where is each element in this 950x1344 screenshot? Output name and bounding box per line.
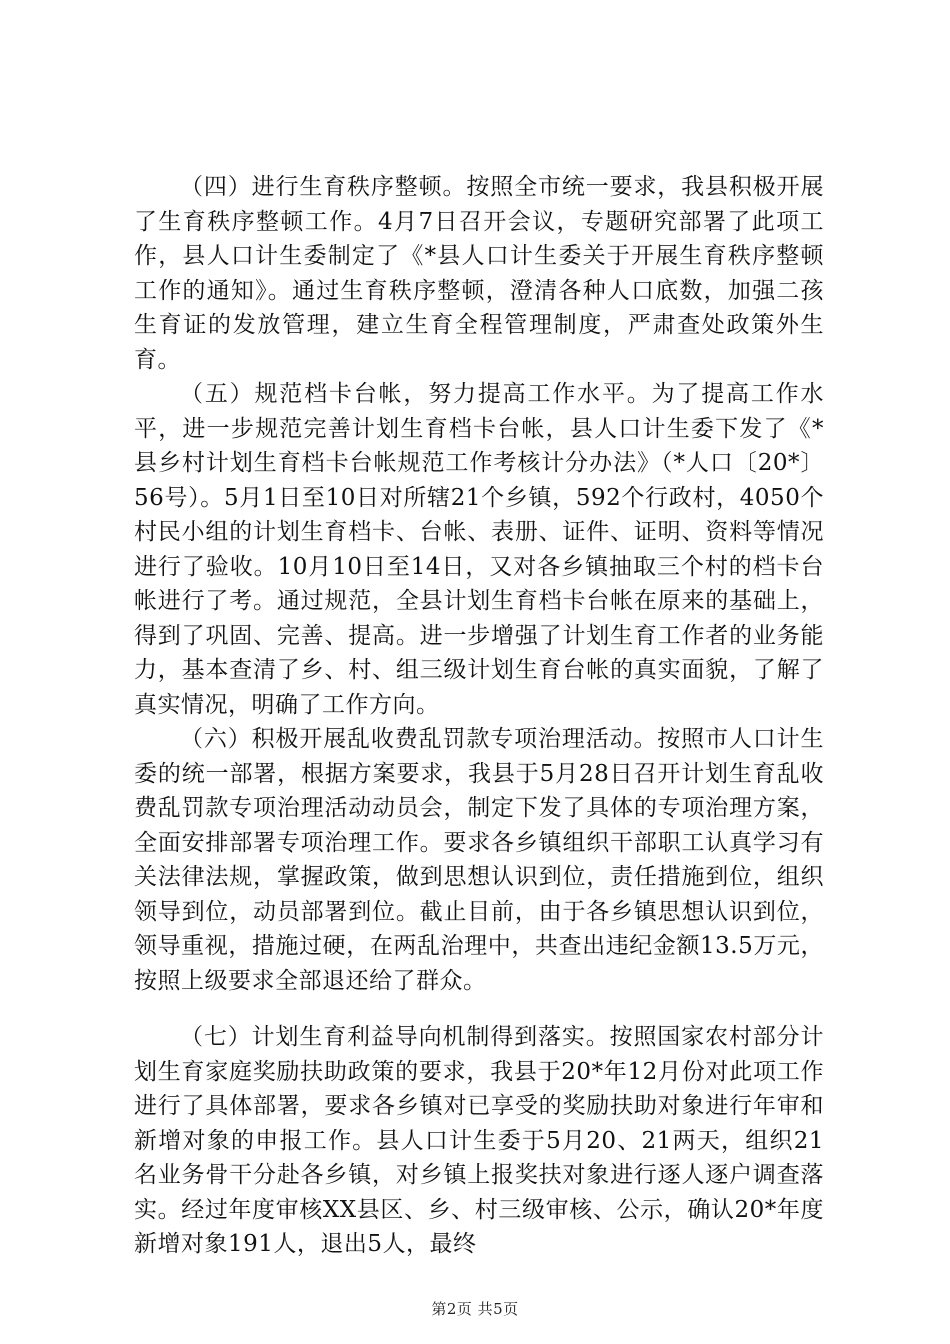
paragraph-section-5: （五）规范档卡台帐，努力提高工作水平。为了提高工作水平，进一步规范完善计划生育档卡台帐，县人口计生委下发了《*县乡村计划生育档卡台帐规范工作考核计分办法》（*人口〔20*〕56号）。5月1日至10日对所辖21个乡镇，592个行政村，4050个村民小组的计划生育档卡、台帐、表册、证件、证明、资料等情况进行了验收。10月10日至14日，又对各乡镇抽取三个村的档卡台帐进行了考。通过规范，全县计划生育档卡台帐在原来的基础上，得到了巩固、完善、提高。进一步增强了计划生育工作者的业务能力，基本查清了乡、村、组三级计划生育台帐的真实面貌，了解了真实情况，明确了工作方向。 — [134, 381, 824, 718]
paragraph-section-6: （六）积极开展乱收费乱罚款专项治理活动。按照市人口计生委的统一部署，根据方案要求，我县于5月28日召开计划生育乱收费乱罚款专项治理活动动员会，制定下发了具体的专项治理方案，全面安排部署专项治理工作。要求各乡镇组织干部职工认真学习有关法律法规，掌握政策，做到思想认识到位，责任措施到位，组织领导到位，动员部署到位。截止目前，由于各乡镇思想认识到位，领导重视，措施过硬，在两乱治理中，共查出违纪金额13.5万元，按照上级要求全部退还给了群众。 — [134, 726, 824, 994]
paragraph-section-4: （四）进行生育秩序整顿。按照全市统一要求，我县积极开展了生育秩序整顿工作。4月7日召开会议，专题研究部署了此项工作，县人口计生委制定了《*县人口计生委关于开展生育秩序整顿工作的通知》。通过生育秩序整顿，澄清各种人口底数，加强二孩生育证的发放管理，建立生育全程管理制度，严肃查处政策外生育。 — [134, 174, 824, 373]
page-footer: 第2页 共5页 — [431, 1300, 519, 1318]
paragraph-section-7: （七）计划生育利益导向机制得到落实。按照国家农村部分计划生育家庭奖励扶助政策的要求，我县于20*年12月份对此项工作进行了具体部署，要求各乡镇对已享受的奖励扶助对象进行年审和新增对象的申报工作。县人口计生委于5月20、21两天，组织21名业务骨干分赴各乡镇，对乡镇上报奖扶对象进行逐人逐户调查落实。经过年度审核XX县区、乡、村三级审核、公示，确认20*年度新增对象191人，退出5人，最终 — [134, 1024, 824, 1257]
document-body — [134, 170, 824, 1262]
